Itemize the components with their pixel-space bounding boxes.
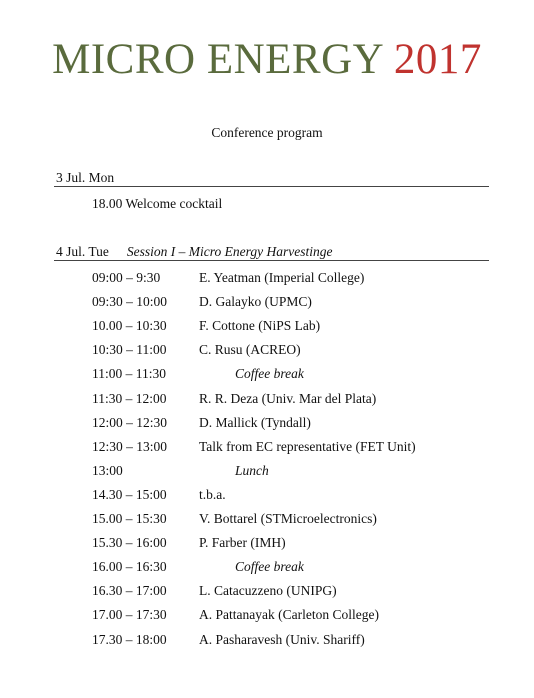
- schedule-row: [92, 607, 492, 625]
- schedule-speaker: A. Pasharavesh (Univ. Shariff): [199, 632, 365, 647]
- schedule-time: 12:00 – 12:30: [92, 415, 168, 430]
- session-title: Session I – Micro Energy Harvestinge: [126, 244, 333, 259]
- schedule-row: [92, 270, 492, 288]
- schedule-time: 09:00 – 9:30: [92, 270, 161, 285]
- day-date: 3 Jul. Mon: [56, 170, 115, 185]
- schedule-row: [92, 318, 492, 336]
- schedule-row: [92, 415, 492, 433]
- schedule-row: [92, 366, 492, 384]
- day-heading-1: [56, 170, 114, 186]
- schedule-speaker: R. R. Deza (Univ. Mar del Plata): [199, 391, 377, 406]
- schedule-time: 11:00 – 11:30: [92, 366, 166, 381]
- schedule-time: 16.00 – 16:30: [92, 559, 167, 574]
- schedule-row: [92, 391, 492, 409]
- schedule-time: 10:30 – 11:00: [92, 342, 167, 357]
- schedule-time: 17.30 – 18:00: [92, 632, 167, 647]
- conference-logo: [0, 38, 534, 81]
- schedule-speaker: L. Catacuzzeno (UNIPG): [199, 583, 337, 598]
- logo-brand-text: MICRO ENERGY: [52, 36, 383, 83]
- page-subtitle: Conference program: [211, 125, 323, 140]
- schedule-row: [92, 439, 492, 457]
- schedule-time: 16.30 – 17:00: [92, 583, 167, 598]
- schedule-speaker: P. Farber (IMH): [199, 535, 286, 550]
- schedule-row: [92, 294, 492, 312]
- schedule-speaker: D. Mallick (Tyndall): [199, 415, 311, 430]
- day-date: 4 Jul. Tue: [56, 244, 109, 259]
- schedule-speaker: t.b.a.: [199, 487, 226, 502]
- schedule-time: 13:00: [92, 463, 123, 478]
- schedule-time: 14.30 – 15:00: [92, 487, 167, 502]
- schedule-row: [92, 535, 492, 553]
- schedule-time: 11:30 – 12:00: [92, 391, 167, 406]
- schedule-row: [92, 463, 492, 481]
- schedule-break: Lunch: [235, 463, 269, 478]
- schedule-speaker: C. Rusu (ACREO): [199, 342, 301, 357]
- schedule-speaker: A. Pattanayak (Carleton College): [199, 607, 379, 622]
- schedule-row: [92, 342, 492, 360]
- schedule-speaker: E. Yeatman (Imperial College): [199, 270, 365, 285]
- schedule-row: [92, 487, 492, 505]
- schedule-row: [92, 632, 492, 650]
- day-heading-2: [56, 244, 333, 260]
- schedule-speaker: Talk from EC representative (FET Unit): [199, 439, 416, 454]
- welcome-event: 18.00 Welcome cocktail: [92, 196, 223, 211]
- schedule-row: [92, 511, 492, 529]
- schedule-time: 15.30 – 16:00: [92, 535, 167, 550]
- schedule-break: Coffee break: [235, 366, 304, 381]
- schedule-speaker: F. Cottone (NiPS Lab): [199, 318, 321, 333]
- schedule-speaker: V. Bottarel (STMicroelectronics): [199, 511, 377, 526]
- schedule-time: 15.00 – 15:30: [92, 511, 167, 526]
- schedule-row: [92, 583, 492, 601]
- logo-year-text: 2017: [393, 36, 482, 83]
- schedule-break: Coffee break: [235, 559, 304, 574]
- schedule-time: 10.00 – 10:30: [92, 318, 167, 333]
- schedule-row: [92, 559, 492, 577]
- day-divider: [54, 186, 489, 187]
- schedule-time: 12:30 – 13:00: [92, 439, 168, 454]
- schedule-speaker: D. Galayko (UPMC): [199, 294, 312, 309]
- schedule-time: 17.00 – 17:30: [92, 607, 167, 622]
- day-divider: [54, 260, 489, 261]
- schedule-time: 09:30 – 10:00: [92, 294, 168, 309]
